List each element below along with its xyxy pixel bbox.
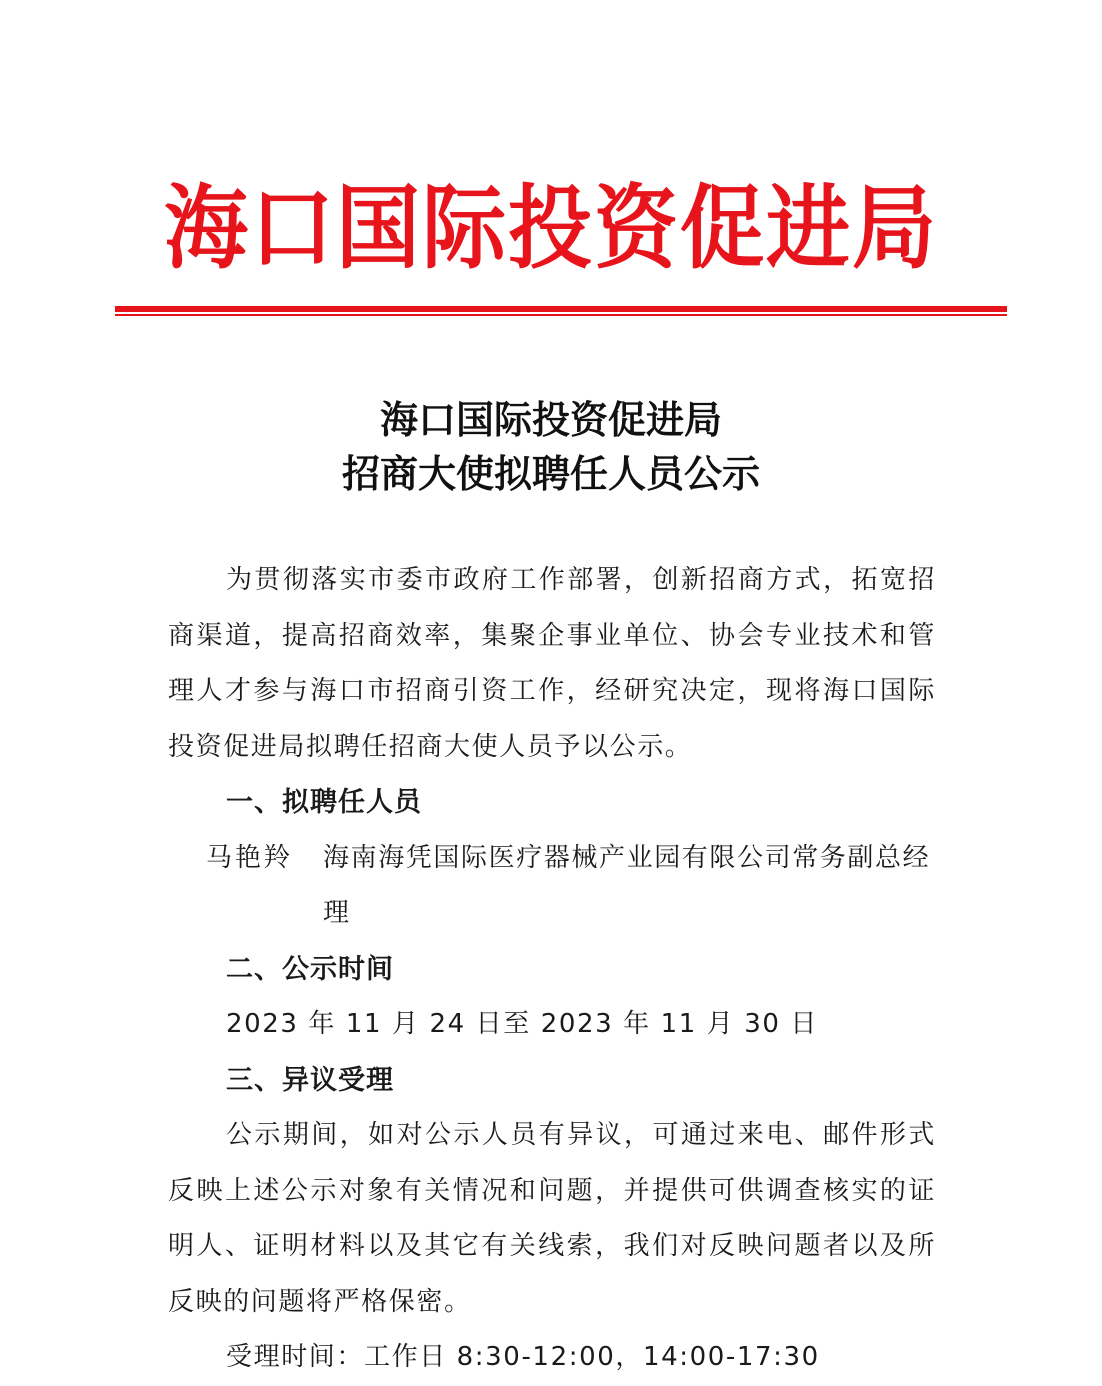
document-title-line-1: 海口国际投资促进局 (379, 397, 722, 442)
appointee-position: 海南海凭国际医疗器械产业园有限公司常务副总经理 (323, 842, 931, 928)
letterhead-title: 海口国际投资促进局 (163, 174, 938, 281)
letterhead-red-rule-thin (115, 314, 1007, 316)
appointee-name: 马艳羚 (206, 842, 294, 873)
document-body (168, 553, 936, 1386)
objections-paragraph: 公示期间，如对公示人员有异议，可通过来电、邮件形式反映上述公示对象有关情况和问题，并提供可供调查核实的证明人、证明材料以及其它有关线索，我们对反映问题者以及所反映的问题将严格保密。 (168, 1120, 936, 1317)
letterhead-red-rule-thick (115, 306, 1007, 312)
publicity-period-dates: 2023 年 11 月 24 日至 2023 年 11 月 30 日 (226, 1009, 818, 1039)
section-heading-appointees: 一、拟聘任人员 (226, 787, 422, 818)
objections-hours: 受理时间：工作日 8:30-12:00，14:00-17:30 (226, 1342, 820, 1372)
intro-paragraph: 为贯彻落实市委市政府工作部署，创新招商方式，拓宽招商渠道，提高招商效率，集聚企事业单位、协会专业技术和管理人才参与海口市招商引资工作，经研究决定，现将海口国际投资促进局拟聘任招商大使人员予以公示。 (168, 565, 936, 762)
appointee-entry (168, 831, 936, 942)
section-heading-publicity-period: 二、公示时间 (226, 953, 394, 985)
section-heading-objections: 三、异议受理 (226, 1064, 394, 1096)
document-title (0, 393, 1102, 501)
document-title-line-2: 招商大使拟聘任人员公示 (341, 451, 760, 496)
